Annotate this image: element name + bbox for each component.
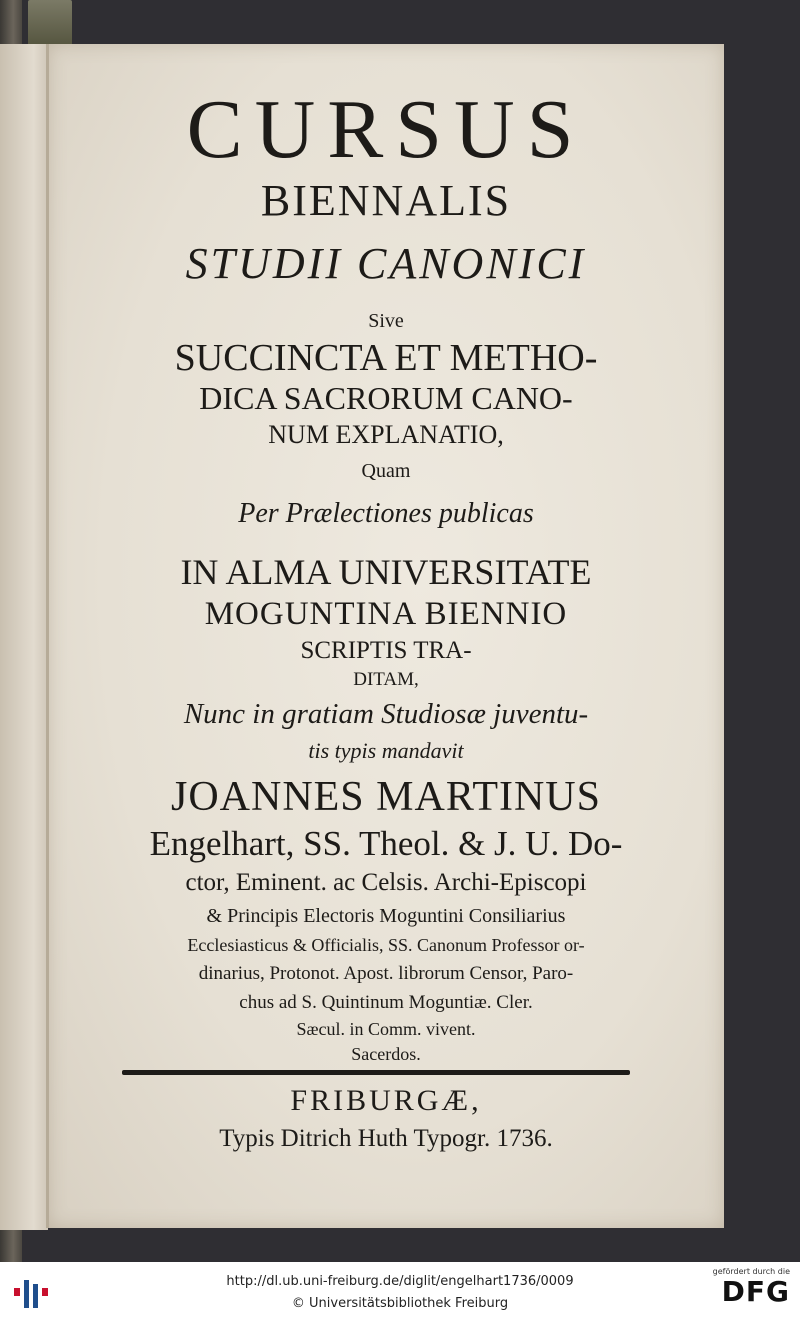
title-studii-canonici: STUDII CANONICI bbox=[185, 239, 587, 288]
subtitle-line-2: DICA SACRORUM CANO- bbox=[199, 380, 573, 416]
line-in-alma: IN ALMA UNIVERSITATE bbox=[180, 552, 592, 592]
subtitle-line-3: NUM EXPLANATIO, bbox=[268, 420, 504, 449]
source-url[interactable]: http://dl.ub.uni-freiburg.de/diglit/engelhart1736/0009 bbox=[226, 1274, 574, 1289]
author-line-4: Ecclesiasticus & Officialis, SS. Canonum Professor or- bbox=[187, 935, 585, 955]
author-name: JOANNES MARTINUS bbox=[170, 774, 601, 820]
imprint-place: FRIBURGÆ, bbox=[290, 1084, 482, 1117]
viewer-footer bbox=[0, 1262, 800, 1319]
title-cursus: CURSUS bbox=[186, 83, 586, 176]
title-page bbox=[48, 44, 724, 1228]
ornamental-rule bbox=[122, 1070, 630, 1075]
line-per-praelectiones: Per Prælectiones publicas bbox=[238, 498, 534, 529]
imprint-printer: Typis Ditrich Huth Typogr. 1736. bbox=[219, 1125, 553, 1152]
line-nunc-1: Nunc in gratiam Studiosæ juventu- bbox=[183, 698, 589, 730]
subtitle-line-1: SUCCINCTA ET METHO- bbox=[174, 337, 598, 379]
author-line-1: Engelhart, SS. Theol. & J. U. Do- bbox=[149, 824, 623, 863]
line-scriptis: SCRIPTIS TRA- bbox=[300, 637, 472, 664]
author-line-5: dinarius, Protonot. Apost. librorum Censor, Paro- bbox=[198, 963, 574, 984]
line-nunc-2: tis typis mandavit bbox=[308, 738, 464, 763]
author-line-7: Sæcul. in Comm. vivent. bbox=[296, 1019, 476, 1039]
line-moguntina: MOGUNTINA BIENNIO bbox=[204, 596, 568, 632]
previous-page-edge bbox=[0, 44, 48, 1230]
author-line-6: chus ad S. Quintinum Moguntiæ. Cler. bbox=[239, 992, 533, 1013]
line-ditam: DITAM, bbox=[353, 669, 419, 690]
title-biennalis: BIENNALIS bbox=[260, 176, 512, 225]
spine-ribbon bbox=[28, 0, 72, 46]
author-line-8: Sacerdos. bbox=[351, 1044, 421, 1064]
word-sive: Sive bbox=[368, 310, 404, 332]
dfg-funding-note: gefördert durch die bbox=[712, 1267, 790, 1276]
dfg-logo-text: DFG bbox=[721, 1275, 790, 1308]
copyright-notice: © Universitätsbibliothek Freiburg bbox=[291, 1296, 509, 1311]
dfg-logo bbox=[698, 1267, 790, 1306]
author-line-2: ctor, Eminent. ac Celsis. Archi-Episcopi bbox=[185, 869, 587, 896]
page-edge bbox=[46, 44, 49, 1228]
author-line-3: & Principis Electoris Moguntini Consiliarius bbox=[206, 905, 566, 927]
word-quam: Quam bbox=[361, 460, 411, 482]
